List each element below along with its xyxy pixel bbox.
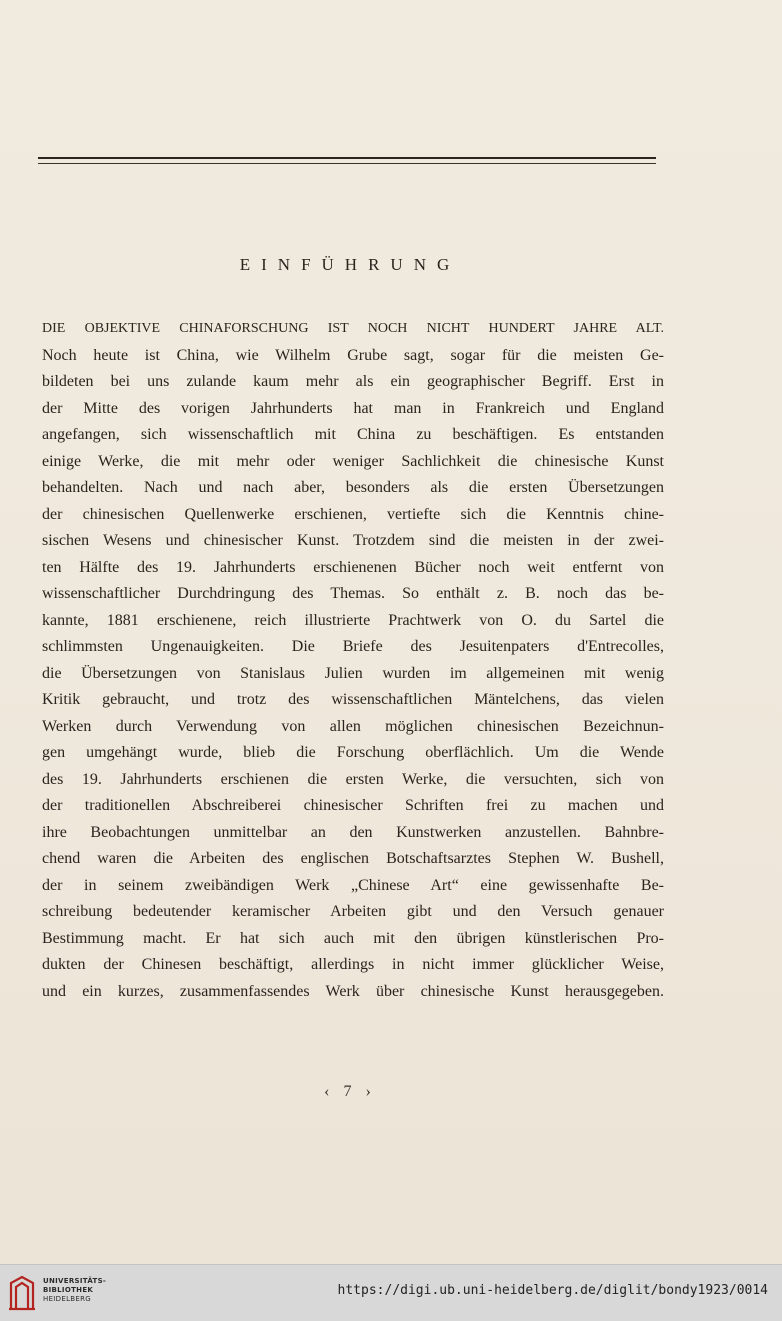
text-line: der traditionellen Abschreiberei chinesischer Schriften frei zu machen und [42,797,664,814]
text-line: sischen Wesens und chinesischer Kunst. Trotzdem sind die meisten in der zwei- [42,532,664,549]
top-rule-thin [38,163,656,164]
text-line: Kritik gebraucht, und trotz des wissenschaftlichen Mäntelchens, das vielen [42,691,664,708]
library-name-line: UNIVERSITÄTS- [43,1277,107,1285]
text-line: Noch heute ist China, wie Wilhelm Grube sagt, sogar für die meisten Ge- [42,346,664,364]
page-number: ‹ 7 › [324,1083,376,1100]
text-line: ihre Beobachtungen unmittelbar an den Kunstwerken anzustellen. Bahnbre- [42,823,664,841]
text-line: der Mitte des vorigen Jahrhunderts hat man in Frankreich und England [42,399,664,417]
library-name-line: BIBLIOTHEK [43,1286,94,1294]
text-line: ten Hälfte des 19. Jahrhunderts erschienenen Bücher noch weit entfernt von [42,558,664,576]
text-line: chend waren die Arbeiten des englischen Botschaftsarztes Stephen W. Bushell, [42,850,664,867]
text-line: behandelten. Nach und nach aber, besonders als die ersten Übersetzungen [42,479,664,496]
text-line: des 19. Jahrhunderts erschienen die ersten Werke, die versuchten, sich von [42,770,664,788]
text-line: der chinesischen Quellenwerke erschienen, vertiefte sich die Kenntnis chine- [42,505,664,523]
text-line: schlimmsten Ungenauigkeiten. Die Briefe des Jesuitenpaters d'Entrecolles, [42,638,664,655]
text-line: der in seinem zweibändigen Werk „Chinese Art“ eine gewissenhafte Be- [42,876,664,894]
text-line: wissenschaftlicher Durchdringung des Themas. So enthält z. B. noch das be- [42,585,664,602]
permalink-url[interactable]: https://digi.ub.uni-heidelberg.de/diglit/bondy1923/0014 [337,1283,768,1298]
text-line: einige Werke, die mit mehr oder weniger Sachlichkeit die chinesische Kunst [42,452,664,470]
body-text [42,316,664,1005]
chapter-heading: EINFÜHRUNG [239,255,461,274]
text-line: schreibung bedeutender keramischer Arbeiten gibt und den Versuch genauer [42,903,664,920]
text-line: gen umgehängt wurde, blieb die Forschung oberflächlich. Um die Wende [42,744,664,761]
text-line: und ein kurzes, zusammenfassendes Werk über chinesische Kunst herausgegeben. [42,982,664,1000]
library-name [43,1277,106,1304]
text-line: DIE OBJEKTIVE CHINAFORSCHUNG IST NOCH NICHT HUNDERT JAHRE ALT. [42,321,664,336]
text-line: kannte, 1881 erschienene, reich illustrierte Prachtwerk von O. du Sartel die [42,611,664,629]
university-library-logo-icon [7,1273,37,1313]
text-line: die Übersetzungen von Stanislaus Julien wurden im allgemeinen mit wenig [42,664,664,682]
text-line: bildeten bei uns zulande kaum mehr als ein geographischer Begriff. Erst in [42,373,664,390]
text-line: dukten der Chinesen beschäftigt, allerdings in nicht immer glücklicher Weise, [42,956,664,973]
viewer-footer [0,1264,782,1321]
text-line: Werken durch Verwendung von allen möglichen chinesischen Bezeichnun- [42,717,664,735]
top-rule-thick [38,157,656,159]
library-name-line: HEIDELBERG [43,1295,91,1303]
text-line: Bestimmung macht. Er hat sich auch mit den übrigen künstlerischen Pro- [42,929,664,947]
text-line: angefangen, sich wissenschaftlich mit China zu beschäftigen. Es entstanden [42,426,664,443]
